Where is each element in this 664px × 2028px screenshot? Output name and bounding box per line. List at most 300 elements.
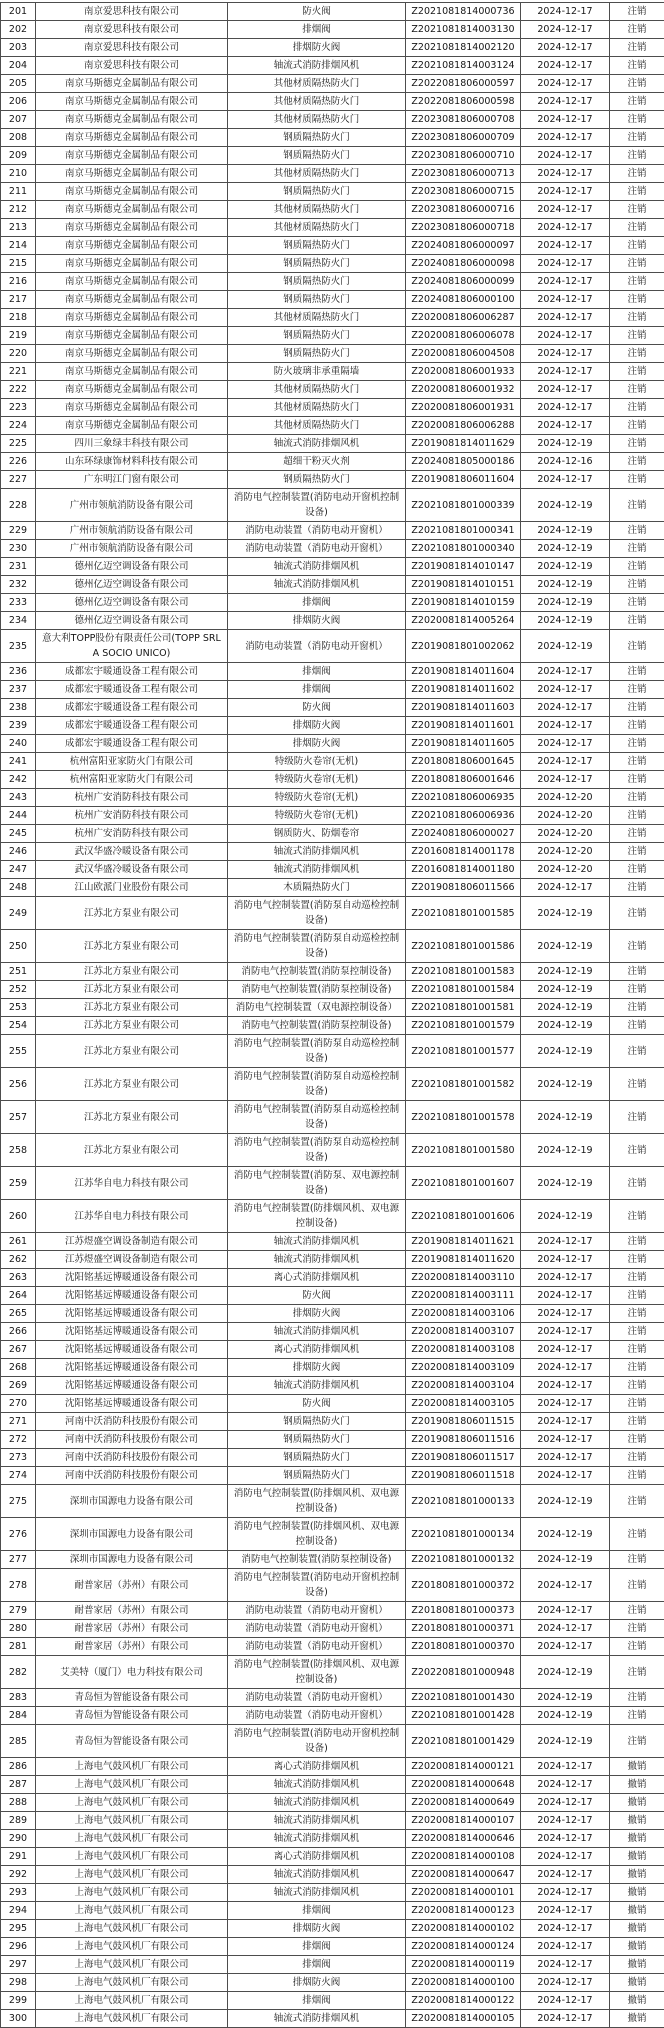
date-cell: 2024-12-17 [521, 1920, 610, 1938]
date-cell: 2024-12-17 [521, 1638, 610, 1656]
status-cell: 注销 [610, 237, 664, 255]
status-cell: 注销 [610, 681, 664, 699]
certificate-number-cell: Z2023081806000718 [406, 219, 521, 237]
product-name-cell: 其他材质隔热防火门 [228, 417, 406, 435]
date-cell: 2024-12-17 [521, 1341, 610, 1359]
date-cell: 2024-12-17 [521, 1395, 610, 1413]
company-name-cell: 南京马斯德克金属制品有限公司 [36, 93, 228, 111]
date-cell: 2024-12-20 [521, 861, 610, 879]
date-cell: 2024-12-17 [521, 309, 610, 327]
company-name-cell: 河南中沃消防科技股份有限公司 [36, 1449, 228, 1467]
certificate-number-cell: Z2020081814000119 [406, 1956, 521, 1974]
row-number-cell: 297 [1, 1956, 36, 1974]
date-cell: 2024-12-19 [521, 1689, 610, 1707]
date-cell: 2024-12-19 [521, 489, 610, 522]
row-number-cell: 203 [1, 39, 36, 57]
product-name-cell: 钢质隔热防火门 [228, 183, 406, 201]
certificate-number-cell: Z2019081814011620 [406, 1251, 521, 1269]
table-row [1, 489, 664, 522]
product-name-cell: 消防电气控制装置(消防泵自动巡检控制设备) [228, 1134, 406, 1167]
table-row [1, 1485, 664, 1518]
company-name-cell: 上海电气鼓风机厂有限公司 [36, 1992, 228, 2010]
row-number-cell: 231 [1, 558, 36, 576]
status-cell: 注销 [610, 771, 664, 789]
company-name-cell: 南京马斯德克金属制品有限公司 [36, 165, 228, 183]
product-name-cell: 排烟防火阀 [228, 39, 406, 57]
company-name-cell: 青岛恒为智能设备有限公司 [36, 1707, 228, 1725]
certificate-number-cell: Z2021081801001579 [406, 1017, 521, 1035]
company-name-cell: 成都宏宇暖通设备工程有限公司 [36, 717, 228, 735]
status-cell: 注销 [610, 612, 664, 630]
row-number-cell: 205 [1, 75, 36, 93]
table-row [1, 1758, 664, 1776]
certificate-number-cell: Z2021081801000341 [406, 522, 521, 540]
date-cell: 2024-12-17 [521, 57, 610, 75]
company-name-cell: 江苏华自电力科技有限公司 [36, 1167, 228, 1200]
table-row [1, 1323, 664, 1341]
row-number-cell: 287 [1, 1776, 36, 1794]
status-cell: 撤销 [610, 1938, 664, 1956]
row-number-cell: 242 [1, 771, 36, 789]
certificate-number-cell: Z2020081814000108 [406, 1848, 521, 1866]
status-cell: 注销 [610, 558, 664, 576]
product-name-cell: 排烟防火阀 [228, 1920, 406, 1938]
status-cell: 注销 [610, 861, 664, 879]
table-row [1, 897, 664, 930]
company-name-cell: 南京马斯德克金属制品有限公司 [36, 219, 228, 237]
date-cell: 2024-12-17 [521, 1794, 610, 1812]
product-name-cell: 其他材质隔热防火门 [228, 93, 406, 111]
date-cell: 2024-12-19 [521, 1134, 610, 1167]
company-name-cell: 江苏华自电力科技有限公司 [36, 1200, 228, 1233]
table-row [1, 1602, 664, 1620]
company-name-cell: 杭州广安消防科技有限公司 [36, 825, 228, 843]
company-name-cell: 沈阳铭基远博暖通设备有限公司 [36, 1269, 228, 1287]
table-row [1, 771, 664, 789]
company-name-cell: 青岛恒为智能设备有限公司 [36, 1725, 228, 1758]
certificate-number-cell: Z2020081814000101 [406, 1884, 521, 1902]
product-name-cell: 钢质隔热防火门 [228, 327, 406, 345]
row-number-cell: 235 [1, 630, 36, 663]
product-name-cell: 超细干粉灭火剂 [228, 453, 406, 471]
date-cell: 2024-12-19 [521, 1551, 610, 1569]
date-cell: 2024-12-20 [521, 825, 610, 843]
row-number-cell: 290 [1, 1830, 36, 1848]
company-name-cell: 南京马斯德克金属制品有限公司 [36, 381, 228, 399]
row-number-cell: 248 [1, 879, 36, 897]
certificate-number-cell: Z2023081806000708 [406, 111, 521, 129]
status-cell: 撤销 [610, 1758, 664, 1776]
date-cell: 2024-12-19 [521, 630, 610, 663]
row-number-cell: 300 [1, 2010, 36, 2028]
status-cell: 注销 [610, 1707, 664, 1725]
status-cell: 注销 [610, 435, 664, 453]
row-number-cell: 212 [1, 201, 36, 219]
company-name-cell: 武汉华盛冷暖设备有限公司 [36, 843, 228, 861]
date-cell: 2024-12-17 [521, 717, 610, 735]
certificate-number-cell: Z2019081814011629 [406, 435, 521, 453]
status-cell: 注销 [610, 1035, 664, 1068]
product-name-cell: 其他材质隔热防火门 [228, 309, 406, 327]
status-cell: 撤销 [610, 1920, 664, 1938]
product-name-cell: 防火玻璃非承重隔墙 [228, 363, 406, 381]
table-row [1, 1848, 664, 1866]
certificate-number-cell: Z2020081814003104 [406, 1377, 521, 1395]
row-number-cell: 266 [1, 1323, 36, 1341]
date-cell: 2024-12-19 [521, 1101, 610, 1134]
table-row [1, 1413, 664, 1431]
date-cell: 2024-12-17 [521, 201, 610, 219]
table-row [1, 453, 664, 471]
row-number-cell: 279 [1, 1602, 36, 1620]
row-number-cell: 244 [1, 807, 36, 825]
row-number-cell: 264 [1, 1287, 36, 1305]
product-name-cell: 轴流式消防排烟风机 [228, 843, 406, 861]
certificate-number-cell: Z2019081814011604 [406, 663, 521, 681]
certificate-number-cell: Z2020081806006287 [406, 309, 521, 327]
certificate-number-cell: Z2020081814000105 [406, 2010, 521, 2028]
row-number-cell: 282 [1, 1656, 36, 1689]
table-row [1, 1569, 664, 1602]
company-name-cell: 沈阳铭基远博暖通设备有限公司 [36, 1377, 228, 1395]
company-name-cell: 耐普家居（苏州）有限公司 [36, 1602, 228, 1620]
product-name-cell: 钢质隔热防火门 [228, 1431, 406, 1449]
table-row [1, 1449, 664, 1467]
date-cell: 2024-12-17 [521, 1830, 610, 1848]
table-row [1, 630, 664, 663]
date-cell: 2024-12-20 [521, 843, 610, 861]
product-name-cell: 钢质隔热防火门 [228, 147, 406, 165]
date-cell: 2024-12-17 [521, 417, 610, 435]
company-name-cell: 上海电气鼓风机厂有限公司 [36, 1776, 228, 1794]
company-name-cell: 南京马斯德克金属制品有限公司 [36, 201, 228, 219]
status-cell: 注销 [610, 273, 664, 291]
certificate-number-cell: Z2020081814005264 [406, 612, 521, 630]
status-cell: 注销 [610, 1449, 664, 1467]
company-name-cell: 南京马斯德克金属制品有限公司 [36, 255, 228, 273]
product-name-cell: 轴流式消防排烟风机 [228, 1830, 406, 1848]
table-row [1, 201, 664, 219]
company-name-cell: 河南中沃消防科技股份有限公司 [36, 1467, 228, 1485]
product-name-cell: 钢质隔热防火门 [228, 273, 406, 291]
product-name-cell: 轴流式消防排烟风机 [228, 1794, 406, 1812]
product-name-cell: 钢质隔热防火门 [228, 255, 406, 273]
status-cell: 注销 [610, 57, 664, 75]
product-name-cell: 木质隔热防火门 [228, 879, 406, 897]
table-row [1, 981, 664, 999]
date-cell: 2024-12-17 [521, 471, 610, 489]
date-cell: 2024-12-19 [521, 1518, 610, 1551]
product-name-cell: 排烟防火阀 [228, 735, 406, 753]
product-name-cell: 消防电气控制装置(消防电动开窗机控制设备) [228, 1725, 406, 1758]
company-name-cell: 江苏北方泵业有限公司 [36, 963, 228, 981]
table-row [1, 807, 664, 825]
table-row [1, 1431, 664, 1449]
row-number-cell: 280 [1, 1620, 36, 1638]
status-cell: 撤销 [610, 1848, 664, 1866]
certificate-number-cell: Z2023081806000716 [406, 201, 521, 219]
row-number-cell: 227 [1, 471, 36, 489]
row-number-cell: 215 [1, 255, 36, 273]
certificate-number-cell: Z2018081801000371 [406, 1620, 521, 1638]
date-cell: 2024-12-19 [521, 1656, 610, 1689]
table-row [1, 1725, 664, 1758]
row-number-cell: 269 [1, 1377, 36, 1395]
table-row [1, 219, 664, 237]
table-row [1, 165, 664, 183]
row-number-cell: 273 [1, 1449, 36, 1467]
date-cell: 2024-12-17 [521, 1884, 610, 1902]
certificate-number-cell: Z2021081814003124 [406, 57, 521, 75]
company-name-cell: 山东环绿康饰材料科技有限公司 [36, 453, 228, 471]
status-cell: 注销 [610, 183, 664, 201]
company-name-cell: 沈阳铭基远博暖通设备有限公司 [36, 1341, 228, 1359]
certificate-number-cell: Z2020081814003105 [406, 1395, 521, 1413]
certificate-number-cell: Z2024081806000100 [406, 291, 521, 309]
row-number-cell: 209 [1, 147, 36, 165]
certificate-number-cell: Z2020081806006078 [406, 327, 521, 345]
product-name-cell: 轴流式消防排烟风机 [228, 1884, 406, 1902]
certificate-number-cell: Z2020081806004508 [406, 345, 521, 363]
row-number-cell: 252 [1, 981, 36, 999]
company-name-cell: 深圳市国源电力设备有限公司 [36, 1518, 228, 1551]
status-cell: 注销 [610, 1689, 664, 1707]
product-name-cell: 消防电气控制装置(防排烟风机、双电源控制设备) [228, 1200, 406, 1233]
row-number-cell: 271 [1, 1413, 36, 1431]
product-name-cell: 消防电气控制装置(消防泵自动巡检控制设备) [228, 930, 406, 963]
date-cell: 2024-12-17 [521, 1467, 610, 1485]
date-cell: 2024-12-17 [521, 879, 610, 897]
company-name-cell: 上海电气鼓风机厂有限公司 [36, 1830, 228, 1848]
status-cell: 注销 [610, 3, 664, 21]
row-number-cell: 265 [1, 1305, 36, 1323]
product-name-cell: 消防电气控制装置(防排烟风机、双电源控制设备) [228, 1656, 406, 1689]
company-name-cell: 江苏北方泵业有限公司 [36, 1101, 228, 1134]
date-cell: 2024-12-19 [521, 1167, 610, 1200]
company-name-cell: 河南中沃消防科技股份有限公司 [36, 1413, 228, 1431]
company-name-cell: 南京爱思科技有限公司 [36, 39, 228, 57]
product-name-cell: 消防电动装置（消防电动开窗机） [228, 1689, 406, 1707]
date-cell: 2024-12-19 [521, 1200, 610, 1233]
date-cell: 2024-12-19 [521, 1068, 610, 1101]
table-row [1, 753, 664, 771]
company-name-cell: 德州亿迈空调设备有限公司 [36, 558, 228, 576]
status-cell: 注销 [610, 417, 664, 435]
product-name-cell: 特级防火卷帘(无机) [228, 753, 406, 771]
row-number-cell: 292 [1, 1866, 36, 1884]
date-cell: 2024-12-17 [521, 1956, 610, 1974]
status-cell: 注销 [610, 1287, 664, 1305]
status-cell: 注销 [610, 453, 664, 471]
table-row [1, 345, 664, 363]
product-name-cell: 钢质隔热防火门 [228, 345, 406, 363]
row-number-cell: 214 [1, 237, 36, 255]
product-name-cell: 其他材质隔热防火门 [228, 219, 406, 237]
date-cell: 2024-12-19 [521, 1485, 610, 1518]
certificate-number-cell: Z2020081814003110 [406, 1269, 521, 1287]
product-name-cell: 轴流式消防排烟风机 [228, 2010, 406, 2028]
company-name-cell: 南京马斯德克金属制品有限公司 [36, 291, 228, 309]
product-name-cell: 轴流式消防排烟风机 [228, 1866, 406, 1884]
company-name-cell: 艾美特（厦门）电力科技有限公司 [36, 1656, 228, 1689]
status-cell: 撤销 [610, 1830, 664, 1848]
product-name-cell: 钢质隔热防火门 [228, 1467, 406, 1485]
row-number-cell: 272 [1, 1431, 36, 1449]
date-cell: 2024-12-17 [521, 1992, 610, 2010]
product-name-cell: 轴流式消防排烟风机 [228, 1377, 406, 1395]
row-number-cell: 243 [1, 789, 36, 807]
date-cell: 2024-12-17 [521, 129, 610, 147]
certificate-number-cell: Z2021081801000340 [406, 540, 521, 558]
table-row [1, 930, 664, 963]
company-name-cell: 南京马斯德克金属制品有限公司 [36, 327, 228, 345]
certificate-number-cell: Z2016081814001178 [406, 843, 521, 861]
product-name-cell: 离心式消防排烟风机 [228, 1848, 406, 1866]
product-name-cell: 排烟阀 [228, 681, 406, 699]
row-number-cell: 276 [1, 1518, 36, 1551]
table-row [1, 381, 664, 399]
date-cell: 2024-12-19 [521, 1725, 610, 1758]
status-cell: 注销 [610, 1485, 664, 1518]
company-name-cell: 上海电气鼓风机厂有限公司 [36, 2010, 228, 2028]
product-name-cell: 消防电动装置（消防电动开窗机） [228, 630, 406, 663]
table-row [1, 363, 664, 381]
table-row [1, 273, 664, 291]
date-cell: 2024-12-19 [521, 963, 610, 981]
status-cell: 注销 [610, 147, 664, 165]
status-cell: 注销 [610, 1068, 664, 1101]
certificate-number-cell: Z2020081814003111 [406, 1287, 521, 1305]
product-name-cell: 钢质隔热防火门 [228, 1413, 406, 1431]
date-cell: 2024-12-19 [521, 1017, 610, 1035]
company-name-cell: 广州市领航消防设备有限公司 [36, 489, 228, 522]
status-cell: 注销 [610, 129, 664, 147]
table-row [1, 1689, 664, 1707]
status-cell: 注销 [610, 399, 664, 417]
certificate-number-cell: Z2019081814011621 [406, 1233, 521, 1251]
certificate-number-cell: Z2022081806000598 [406, 93, 521, 111]
status-cell: 注销 [610, 1017, 664, 1035]
product-name-cell: 消防电气控制装置(防排烟风机、双电源控制设备) [228, 1518, 406, 1551]
table-row [1, 327, 664, 345]
status-cell: 注销 [610, 21, 664, 39]
row-number-cell: 260 [1, 1200, 36, 1233]
certificate-number-cell: Z2021081801001585 [406, 897, 521, 930]
certificate-number-cell: Z2019081814010151 [406, 576, 521, 594]
table-row [1, 3, 664, 21]
status-cell: 注销 [610, 1413, 664, 1431]
product-name-cell: 排烟防火阀 [228, 1305, 406, 1323]
product-name-cell: 防火阀 [228, 1287, 406, 1305]
table-row [1, 129, 664, 147]
company-name-cell: 南京爱思科技有限公司 [36, 21, 228, 39]
certificate-number-cell: Z2021081801001428 [406, 1707, 521, 1725]
certificate-number-cell: Z2021081801000133 [406, 1485, 521, 1518]
status-cell: 注销 [610, 381, 664, 399]
product-name-cell: 钢质隔热防火门 [228, 291, 406, 309]
row-number-cell: 232 [1, 576, 36, 594]
row-number-cell: 236 [1, 663, 36, 681]
status-cell: 注销 [610, 1134, 664, 1167]
certificate-number-cell: Z2019081806011566 [406, 879, 521, 897]
product-name-cell: 排烟防火阀 [228, 1974, 406, 1992]
row-number-cell: 238 [1, 699, 36, 717]
certificate-number-cell: Z2020081814000107 [406, 1812, 521, 1830]
row-number-cell: 218 [1, 309, 36, 327]
status-cell: 注销 [610, 201, 664, 219]
row-number-cell: 241 [1, 753, 36, 771]
row-number-cell: 261 [1, 1233, 36, 1251]
product-name-cell: 排烟阀 [228, 663, 406, 681]
date-cell: 2024-12-19 [521, 1035, 610, 1068]
company-name-cell: 南京马斯德克金属制品有限公司 [36, 75, 228, 93]
certificate-number-cell: Z2018081801000372 [406, 1569, 521, 1602]
table-row [1, 1287, 664, 1305]
date-cell: 2024-12-17 [521, 345, 610, 363]
company-name-cell: 成都宏宇暖通设备工程有限公司 [36, 735, 228, 753]
date-cell: 2024-12-17 [521, 39, 610, 57]
certificate-number-cell: Z2018081801000373 [406, 1602, 521, 1620]
company-name-cell: 上海电气鼓风机厂有限公司 [36, 1812, 228, 1830]
company-name-cell: 成都宏宇暖通设备工程有限公司 [36, 681, 228, 699]
company-name-cell: 上海电气鼓风机厂有限公司 [36, 1956, 228, 1974]
date-cell: 2024-12-19 [521, 897, 610, 930]
table-row [1, 681, 664, 699]
certificate-number-cell: Z2020081806006288 [406, 417, 521, 435]
table-row [1, 1269, 664, 1287]
table-row [1, 1305, 664, 1323]
company-name-cell: 南京爱思科技有限公司 [36, 3, 228, 21]
status-cell: 注销 [610, 327, 664, 345]
company-name-cell: 青岛恒为智能设备有限公司 [36, 1689, 228, 1707]
company-name-cell: 沈阳铭基远博暖通设备有限公司 [36, 1359, 228, 1377]
row-number-cell: 237 [1, 681, 36, 699]
row-number-cell: 230 [1, 540, 36, 558]
company-name-cell: 沈阳铭基远博暖通设备有限公司 [36, 1287, 228, 1305]
table-row [1, 1992, 664, 2010]
status-cell: 注销 [610, 1551, 664, 1569]
status-cell: 注销 [610, 930, 664, 963]
status-cell: 撤销 [610, 1866, 664, 1884]
certificate-number-cell: Z2020081814000124 [406, 1938, 521, 1956]
certificate-number-cell: Z2021081801001586 [406, 930, 521, 963]
table-row [1, 1638, 664, 1656]
status-cell: 注销 [610, 345, 664, 363]
date-cell: 2024-12-19 [521, 612, 610, 630]
product-name-cell: 特级防火卷帘(无机) [228, 807, 406, 825]
table-row [1, 93, 664, 111]
row-number-cell: 226 [1, 453, 36, 471]
status-cell: 注销 [610, 255, 664, 273]
certificate-number-cell: Z2021081801001582 [406, 1068, 521, 1101]
certificate-number-cell: Z2021081801001581 [406, 999, 521, 1017]
date-cell: 2024-12-17 [521, 3, 610, 21]
product-name-cell: 消防电气控制装置(消防泵控制设备) [228, 1017, 406, 1035]
date-cell: 2024-12-17 [521, 93, 610, 111]
status-cell: 撤销 [610, 1776, 664, 1794]
row-number-cell: 277 [1, 1551, 36, 1569]
row-number-cell: 278 [1, 1569, 36, 1602]
company-name-cell: 上海电气鼓风机厂有限公司 [36, 1938, 228, 1956]
company-name-cell: 广东明江门窗有限公司 [36, 471, 228, 489]
certificate-number-cell: Z2021081801000134 [406, 1518, 521, 1551]
table-row [1, 1812, 664, 1830]
date-cell: 2024-12-17 [521, 735, 610, 753]
row-number-cell: 296 [1, 1938, 36, 1956]
date-cell: 2024-12-19 [521, 540, 610, 558]
table-row [1, 1830, 664, 1848]
certificate-number-cell: Z2020081806001932 [406, 381, 521, 399]
